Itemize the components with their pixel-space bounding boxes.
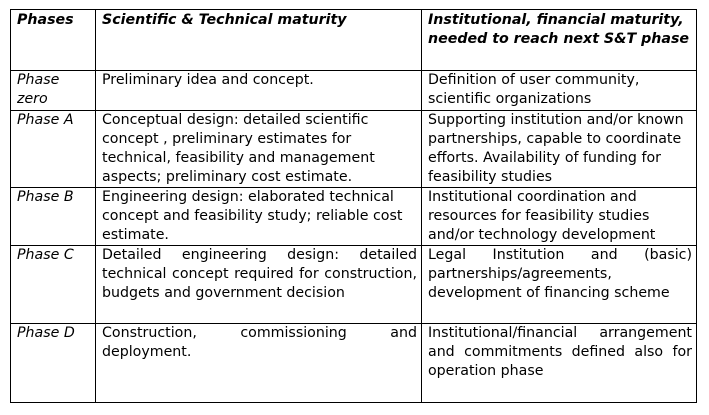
- phases-table: [10, 9, 697, 403]
- table-row-phase-zero: [11, 71, 697, 111]
- table-header-row: [11, 10, 697, 71]
- table-row-phase-b: [11, 188, 697, 246]
- phase-cell: Phase C: [11, 246, 96, 324]
- table-row-phase-a: [11, 111, 697, 188]
- phase-cell: Phase B: [11, 188, 96, 246]
- phase-cell: Phase A: [11, 111, 96, 188]
- scientific-cell: Engineering design: elaborated technical concept and feasibility study; reliable cost estimate.: [96, 188, 422, 246]
- header-phases: Phases: [11, 10, 96, 71]
- table-row-phase-c: [11, 246, 697, 324]
- institutional-cell: Institutional coordination and resources for feasibility studies and/or technology development: [422, 188, 697, 246]
- table-row-phase-d: [11, 324, 697, 403]
- phase-cell: Phase D: [11, 324, 96, 403]
- institutional-cell: Definition of user community, scientific organizations: [422, 71, 697, 111]
- scientific-cell: Conceptual design: detailed scientific concept , preliminary estimates for technical, feasibility and management aspects; preliminary cost estimate.: [96, 111, 422, 188]
- scientific-cell: Detailed engineering design: detailed technical concept required for construction, budgets and government decision: [96, 246, 422, 324]
- header-scientific-technical-maturity: Scientific & Technical maturity: [96, 10, 422, 71]
- scientific-cell: Preliminary idea and concept.: [96, 71, 422, 111]
- institutional-cell: Supporting institution and/or known partnerships, capable to coordinate efforts. Availability of funding for feasibility studies: [422, 111, 697, 188]
- phase-cell: Phase zero: [11, 71, 96, 111]
- scientific-cell: Construction, commissioning and deployment.: [96, 324, 422, 403]
- institutional-cell: Legal Institution and (basic) partnerships/agreements, development of financing scheme: [422, 246, 697, 324]
- header-institutional-financial-maturity: Institutional, financial maturity, needed to reach next S&T phase: [422, 10, 697, 71]
- institutional-cell: Institutional/financial arrangement and commitments defined also for operation phase: [422, 324, 697, 403]
